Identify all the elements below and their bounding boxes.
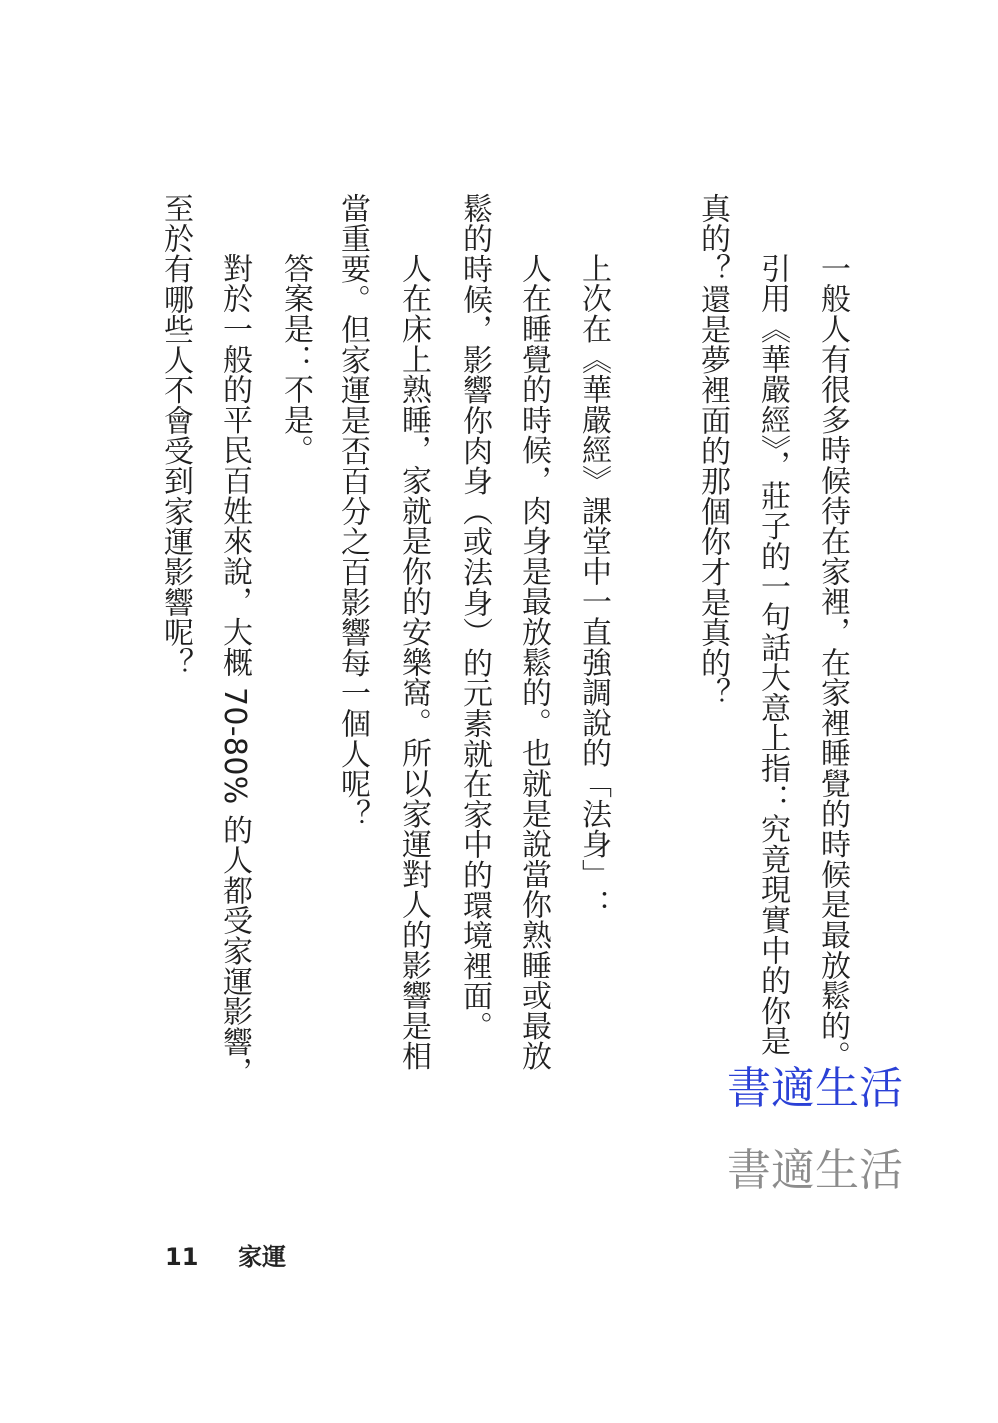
watermark: 書適生活 <box>727 1145 903 1196</box>
text-column: 引用《華嚴經》，莊子的一句話大意上指：究竟現實中的你是 <box>755 253 790 1057</box>
text-column: 當重要。但家運是否百分之百影響每一個人呢？ <box>335 193 370 830</box>
text-column: 人在床上熟睡，家就是你的安樂窩。所以家運對人的影響是相 <box>396 253 431 1072</box>
text-column: 一般人有很多時候待在家裡，在家裡睡覺的時候是最放鬆的。 <box>815 253 850 1072</box>
text-column: 至於有哪些人不會受到家運影響呢？ <box>158 193 193 678</box>
text-column: 人在睡覺的時候，肉身是最放鬆的。也就是說當你熟睡或最放 <box>516 253 551 1072</box>
text-column: 上次在《華嚴經》課堂中一直強調說的「法身」： <box>576 253 611 920</box>
text-column: 真的？還是夢裡面的那個你才是真的？ <box>695 193 730 709</box>
text-column: 對於一般的平民百姓來說，大概 70-80% 的人都受家運影響， <box>217 253 252 1088</box>
watermark: 書適生活 <box>727 1063 903 1114</box>
text-column: 答案是：不是。 <box>278 253 313 466</box>
page-number: 11 <box>165 1243 199 1271</box>
running-title: 家運 <box>238 1243 286 1271</box>
text-column: 鬆的時候，影響你肉身（或法身）的元素就在家中的環境裡面。 <box>457 193 492 1042</box>
